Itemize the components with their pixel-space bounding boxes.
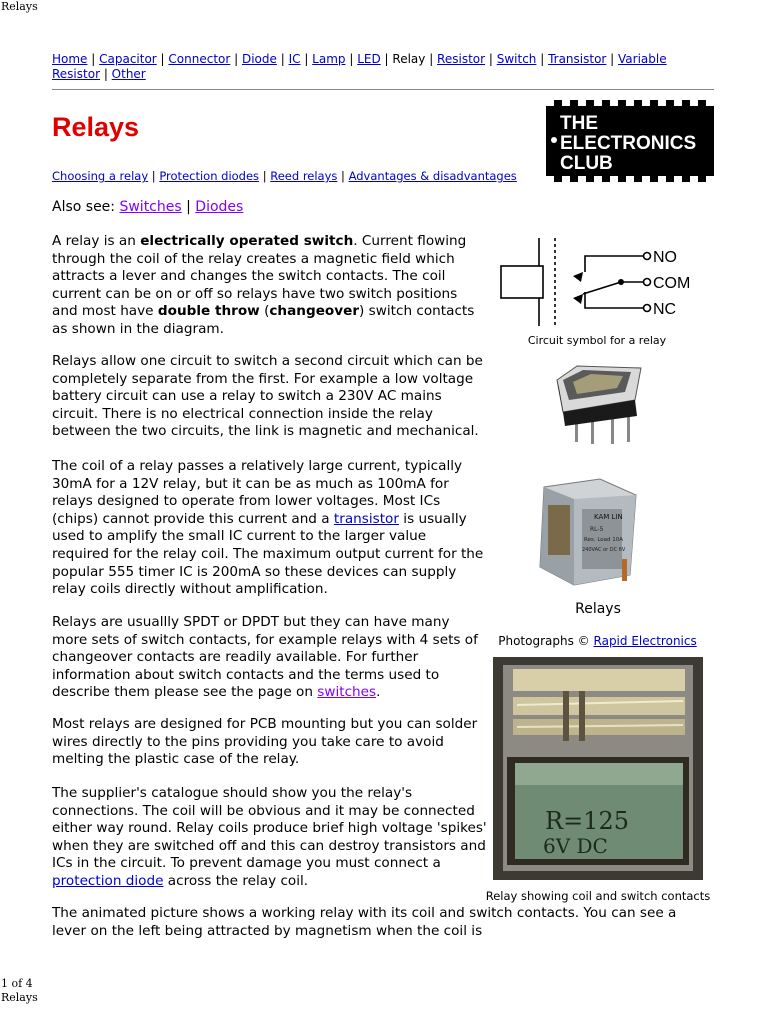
link-protection-diodes[interactable]: Protection diodes — [159, 169, 260, 183]
nav-link-connector[interactable]: Connector — [168, 52, 231, 66]
electronics-club-logo — [546, 100, 714, 182]
logo-line-3: CLUB — [560, 153, 613, 174]
symbol-label-nc: NC — [653, 301, 677, 318]
nav-bar: Home | Capacitor | Connector | Diode | IC | Lamp | LED | Relay | Resistor | Switch | Transistor | Variable Resistor | Other — [52, 52, 667, 81]
link-reed-relays[interactable]: Reed relays — [270, 169, 338, 183]
nav-link-other[interactable]: Other — [111, 67, 146, 81]
link-protection-diode[interactable]: protection diode — [52, 872, 164, 889]
nav-link-ic[interactable]: IC — [288, 52, 301, 66]
relay-circuit-symbol — [497, 236, 697, 328]
nav-link-resistor[interactable]: Resistor — [437, 52, 486, 66]
paragraph-intro: A relay is an electrically operated switch. Current flowing through the coil of the relay creates a magnetic field which attracts a lever and changes the switch contacts. The coil current can be on or off so relays have two switch positions and most have double throw (changeover) switch contacts as shown in the diagram. — [52, 233, 475, 337]
page-title: Relays — [52, 112, 140, 142]
link-rapid-electronics[interactable]: Rapid Electronics — [593, 634, 697, 648]
link-diodes[interactable]: Diodes — [195, 199, 244, 215]
link-advantages[interactable]: Advantages & disadvantages — [348, 169, 517, 183]
also-see-label: Also see: — [52, 199, 116, 215]
link-transistor[interactable]: transistor — [333, 510, 399, 527]
paragraph-animated-picture: The animated picture shows a working relay with its coil and switch contacts. You can see a lever on the left being attracted by magnetism when the coil is — [52, 905, 677, 939]
print-footer — [1, 977, 38, 1005]
footer-title: Relays — [1, 991, 38, 1004]
link-switches-page[interactable]: switches — [317, 684, 377, 701]
symbol-caption: Circuit symbol for a relay — [527, 334, 667, 347]
nav-link-variable-resistor[interactable]: Variable Resistor — [52, 52, 667, 81]
nav-link-lamp[interactable]: Lamp — [312, 52, 346, 66]
relay-photo-large — [538, 475, 638, 593]
coil-label-resistance: R=125 — [545, 807, 629, 835]
relay-photo-small — [553, 360, 643, 448]
paragraph-separate-circuits: Relays allow one circuit to switch a second circuit which can be completely separate from the first. For example a low voltage battery circuit can use a relay to switch a 230V AC mains circuit. There is no electrical connection inside the relay between the two circuits, the link is magnetic and mechanical. — [52, 353, 483, 440]
footer-page-count: 1 of 4 — [1, 977, 33, 990]
coil-caption: Relay showing coil and switch contacts — [485, 889, 711, 903]
photos-caption: Relays — [575, 601, 621, 617]
nav-link-capacitor[interactable]: Capacitor — [99, 52, 157, 66]
link-switches[interactable]: Switches — [119, 199, 182, 215]
paragraph-coil-current: The coil of a relay passes a relatively large current, typically 30mA for a 12V relay, but it can be as much as 100mA for relays designed to operate from lower voltages. Most ICs (chips) cannot provide this current and a transistor is usually used to amplify the small IC current to the larger value required for the relay coil. The maximum output current for the popular 555 timer IC is 200mA so these devices can supply relay coils directly without amplification. — [52, 458, 484, 598]
photo-credit: Photographs © Rapid Electronics — [498, 634, 697, 648]
nav-link-home[interactable]: Home — [52, 52, 88, 66]
logo-line-1: THE — [560, 113, 598, 134]
coil-label-voltage: 6V DC — [543, 834, 608, 858]
nav-link-led[interactable]: LED — [357, 52, 381, 66]
section-links: Choosing a relay | Protection diodes | Reed relays | Advantages & disadvantages — [52, 169, 517, 183]
link-choosing-a-relay[interactable]: Choosing a relay — [52, 169, 149, 183]
nav-link-diode[interactable]: Diode — [241, 52, 277, 66]
print-header: Relays — [1, 0, 38, 13]
nav-current-relay: Relay — [392, 52, 426, 66]
nav-link-transistor[interactable]: Transistor — [548, 52, 607, 66]
paragraph-connections: The supplier's catalogue should show you the relay's connections. The coil will be obvious and it may be connected either way round. Relay coils produce brief high voltage 'spikes' when they are switched off and this can destroy transistors and ICs in the circuit. To prevent damage you must connect a protection diode across the relay coil. — [52, 785, 487, 889]
relay-coil-photo — [493, 657, 703, 880]
paragraph-spdt-dpdt: Relays are usuallly SPDT or DPDT but they can have many more sets of switch contacts, for example relays with 4 sets of changeover contacts are readily available. For further information about switch contacts and the terms used to describe them please see the page on switches. — [52, 614, 478, 701]
paragraph-pcb-mounting: Most relays are designed for PCB mounting but you can solder wires directly to the pins providing you take care to avoid melting the plastic case of the relay. — [52, 716, 478, 768]
photo-label-model: RL-5 — [590, 526, 604, 533]
symbol-label-com: COM — [653, 275, 691, 292]
also-see: Also see: Switches | Diodes — [52, 199, 244, 215]
photo-label-brand: KAM LIN — [594, 513, 623, 521]
symbol-label-no: NO — [653, 249, 677, 266]
photo-label-voltage: 240VAC or DC 6V — [582, 547, 626, 553]
nav-link-switch[interactable]: Switch — [496, 52, 537, 66]
header-divider — [52, 89, 714, 90]
photo-label-rating: Res. Load 10A — [584, 537, 624, 543]
logo-line-2: ELECTRONICS — [560, 133, 697, 154]
